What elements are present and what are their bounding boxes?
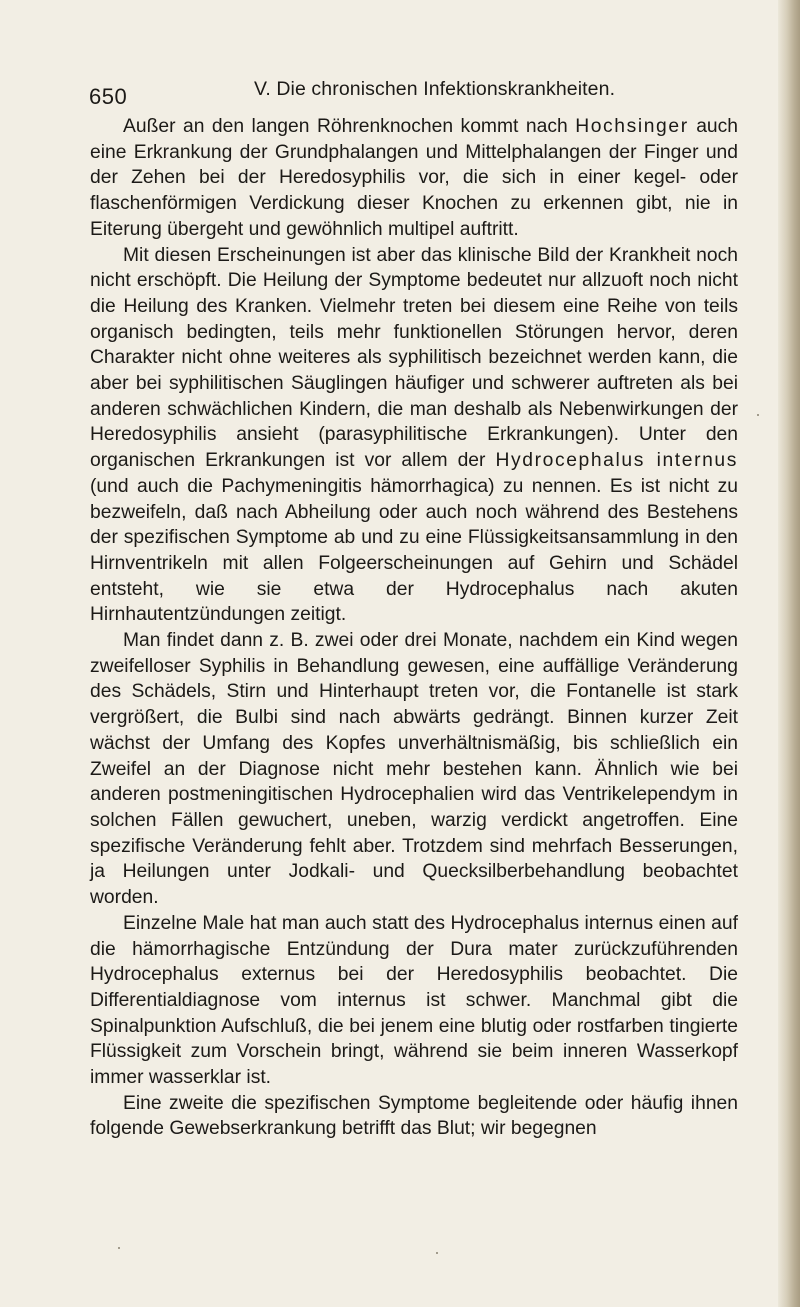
page-number: 650 [89, 84, 128, 109]
running-title: V. Die chronischen Infektionskrankheiten. [254, 78, 616, 100]
paragraph-text: auch eine Erkrankung der Grundphalangen und Mittelphalangen der Finger und der Zehen bei der Heredosyphilis vor, die sich in einer kegel- oder flaschenförmigen Verdickung dieser Knochen zu erkennen gibt, nie in Eiterung übergeht und gewöhnlich multipel auftritt. [90, 116, 739, 240]
paragraph-3 [90, 628, 738, 911]
paragraph-text: Einzelne Male hat man auch statt des Hydrocephalus internus einen auf die hämorrhagische Entzündung der Dura mater zurückzuführenden Hydrocephalus externus bei der Heredosyphilis beobachtet. Die Differentialdiagnose vom internus ist schwer. Manchmal gibt die Spinalpunktion Aufschluß, die bei jenem eine blutig oder rostfarben tingierte Flüssigkeit zum Vorschein bringt, während sie beim inneren Wasserkopf immer wasserklar ist. [90, 912, 738, 1089]
paragraph-text: Mit diesen Erscheinungen ist aber das klinische Bild der Krankheit noch nicht erschöpft. Die Heilung der Symptome bedeutet nur allzuoft noch nicht die Heilung des Kranken. Vielmehr treten bei diesem eine Reihe von teils organisch bedingten, teils mehr funktionellen Störungen hervor, deren Charakter nicht ohne weiteres als syphilitisch bezeichnet werden kann, die aber bei syphilitischen Säuglingen häufiger und schwerer auftreten als bei anderen schwächlichen Kindern, die man deshalb als Nebenwirkungen der Heredosyphilis ansieht (parasyphilitische Erkrankungen). Unter den organischen Erkrankungen ist vor allem der [90, 244, 738, 472]
page-header [89, 78, 729, 118]
paragraph-text: (und auch die Pachymeningitis hämorrhagica) zu nennen. Es ist nicht zu bezweifeln, daß nach Abheilung oder auch noch während des Bestehens der spezifischen Symptome ab und zu eine Flüssigkeitsansammlung in den Hirnventrikeln mit allen Folgeerscheinungen auf Gehirn und Schädel entsteht, wie sie etwa der Hydrocephalus nach akuten Hirnhautentzündungen zeitigt. [90, 475, 738, 626]
paragraph-2 [90, 243, 738, 629]
page-edge-shadow [778, 0, 800, 1307]
paragraph-4 [90, 911, 738, 1091]
paragraph-text: Eine zweite die spezifischen Symptome begleitende oder häufig ihnen folgende Gewebserkrankung betrifft das Blut; wir begegnen [90, 1092, 738, 1140]
body-text [90, 114, 738, 1142]
paper-speck [757, 414, 759, 416]
paragraph-text: Außer an den langen Röhrenknochen kommt nach [123, 116, 576, 137]
paragraph-1 [90, 114, 738, 243]
paper-speck [436, 1252, 438, 1254]
term-spaced: Hydrocephalus internus [495, 450, 738, 472]
paragraph-text: Man findet dann z. B. zwei oder drei Monate, nachdem ein Kind wegen zweifelloser Syphilis in Behandlung gewesen, eine auffällige Veränderung des Schädels, Stirn und Hinterhaupt treten vor, die Fontanelle ist stark vergrößert, die Bulbi sind nach abwärts gedrängt. Binnen kurzer Zeit wächst der Umfang des Kopfes unverhältnismäßig, bis schließlich ein Zweifel an der Diagnose nicht mehr bestehen kann. Ähnlich wie bei anderen postmeningitischen Hydrocephalien wird das Ventrikelependym in solchen Fällen gewuchert, uneben, warzig verdickt angetroffen. Eine spezifische Veränderung fehlt aber. Trotzdem sind mehrfach Besserungen, ja Heilungen unter Jodkali- und Quecksilberbehandlung beobachtet worden. [90, 630, 738, 909]
paragraph-5 [90, 1091, 738, 1142]
paper-speck [118, 1247, 120, 1249]
author-name-spaced: Hochsinger [575, 116, 689, 137]
